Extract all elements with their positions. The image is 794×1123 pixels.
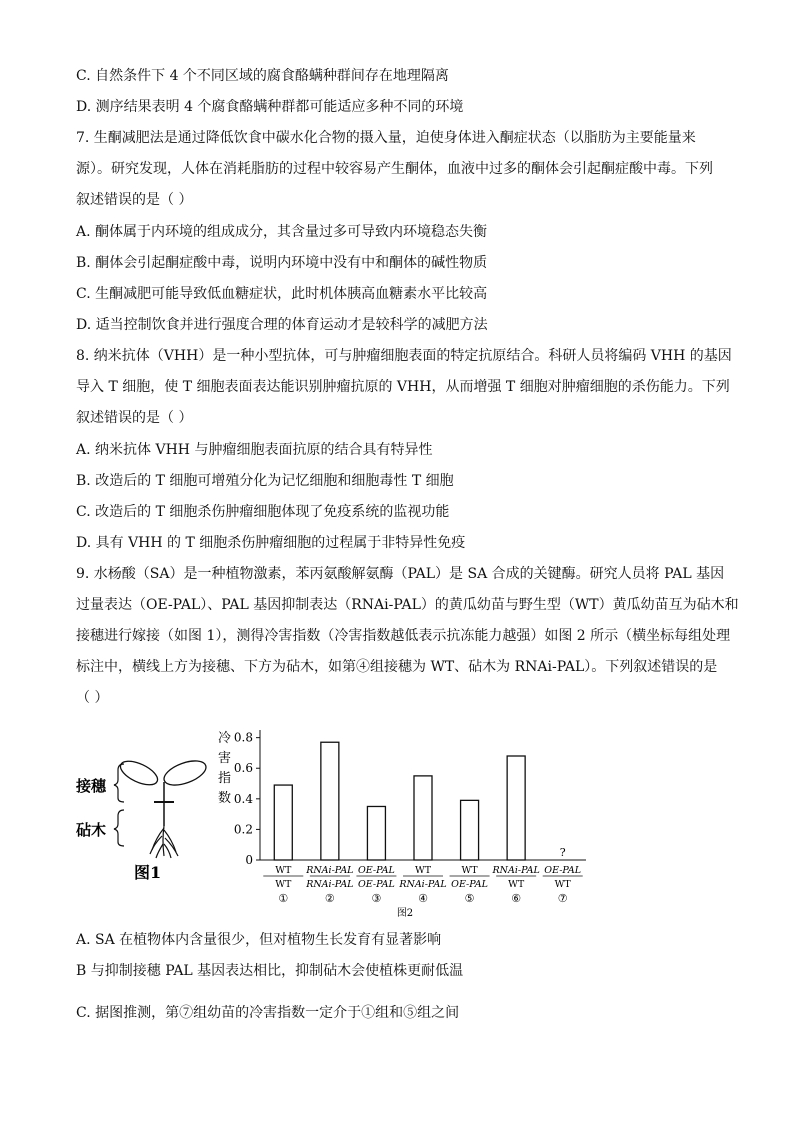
x-label-rootstock: WT [554,879,571,890]
y-tick-label: 0.8 [233,730,253,745]
x-label-scion: WT [414,865,432,876]
x-label-scion: WT [275,865,292,876]
q8-option-a: A. 纳米抗体 VHH 与肿瘤细胞表面抗原的结合具有特异性 [76,442,433,458]
figure-2-bar-chart [214,724,604,924]
roots [150,826,178,858]
x-label-group-number: ② [324,892,335,905]
q8-stem-line-2: 导入 T 细胞，使 T 细胞表面表达能识别肿瘤抗原的 VHH，从而增强 T 细胞对肿瘤细胞的杀伤能力。下列 [76,379,730,395]
x-label-group-number: ⑤ [464,892,475,905]
x-label-scion: OE-PAL [358,865,395,876]
q7-stem-line-1: 7. 生酮减肥法是通过降低饮食中碳水化合物的摄入量，迫使身体进入酮症状态（以脂肪为主要能量来 [76,130,696,146]
figure-1-grafting-diagram [72,740,222,890]
y-axis-label-char: 数 [218,791,232,806]
x-label-scion: OE-PAL [544,865,582,876]
q9-stem-line-3: 接穗进行嫁接（如图 1），测得冷害指数（冷害指数越低表示抗冻能力越强）如图 2 所示（横坐标每组处理 [76,628,731,644]
y-axis-label-char: 指 [218,771,232,786]
figure-1-caption: 图1 [134,863,162,882]
x-label-group-number: ⑥ [511,892,522,905]
q7-option-d: D. 适当控制饮食并进行强度合理的体育运动才是较科学的减肥方法 [76,317,488,333]
rootstock-brace [114,810,124,846]
x-label-group-number: ④ [418,892,428,905]
x-label-group-number: ③ [371,892,382,905]
bar-group-6 [507,756,525,860]
q8-option-d: D. 具有 VHH 的 T 细胞杀伤肿瘤细胞的过程属于非特异性免疫 [76,535,466,551]
x-label-group-number: ⑦ [557,892,568,905]
figure-2-caption: 图2 [396,908,414,919]
q9-option-b: B 与抑制接穗 PAL 基因表达相比，抑制砧木会使植株更耐低温 [76,963,464,979]
q6-option-c: C. 自然条件下 4 个不同区域的腐食酪螨种群间存在地理隔离 [76,68,449,84]
q9-stem-line-4: 标注中，横线上方为接穗、下方为砧木，如第④组接穗为 WT、砧木为 RNAi-PAL）。下列叙述错误的是 [76,659,718,675]
bar-group-3 [367,806,385,860]
bar-group-5 [461,800,479,860]
y-axis-label [218,730,231,806]
q9-option-c: C. 据图推测，第⑦组幼苗的冷害指数一定介于①组和⑤组之间 [76,1005,460,1021]
bar-group-1 [274,785,292,860]
bar-group-2 [321,742,339,860]
x-label-rootstock: OE-PAL [358,879,395,890]
bar-unknown-label: ? [559,846,566,859]
q6-option-d: D. 测序结果表明 4 个腐食酪螨种群都可能适应多种不同的环境 [76,99,464,115]
bar-group-4 [414,776,432,860]
q8-option-c: C. 改造后的 T 细胞杀伤肿瘤细胞体现了免疫系统的监视功能 [76,504,450,520]
y-axis-label-char: 害 [218,751,232,766]
q8-stem-line-3: 叙述错误的是（ ） [76,410,193,426]
q7-stem-line-2: 源）。研究发现，人体在消耗脂肪的过程中较容易产生酮体，血液中过多的酮体会引起酮症酸中毒。下列 [76,161,713,177]
q8-option-b: B. 改造后的 T 细胞可增殖分化为记忆细胞和细胞毒性 T 细胞 [76,473,454,489]
x-label-rootstock: WT [508,879,525,890]
x-label-rootstock: RNAi-PAL [399,879,447,890]
q8-stem-line-1: 8. 纳米抗体（VHH）是一种小型抗体，可与肿瘤细胞表面的特定抗原结合。科研人员将编码 VHH 的基因 [76,348,732,364]
q7-stem-line-3: 叙述错误的是（ ） [76,192,193,208]
q7-option-a: A. 酮体属于内环境的组成成分，其含量过多可导致内环境稳态失衡 [76,224,488,240]
q7-option-b: B. 酮体会引起酮症酸中毒，说明内环境中没有中和酮体的碱性物质 [76,255,488,271]
y-tick-label: 0.6 [233,761,253,776]
q7-option-c: C. 生酮减肥可能导致低血糖症状，此时机体胰高血糖素水平比较高 [76,286,488,302]
q9-stem-line-2: 过量表达（OE-PAL）、PAL 基因抑制表达（RNAi-PAL）的黄瓜幼苗与野生型（WT）黄瓜幼苗互为砧木和 [76,597,739,613]
scion-label: 接穗 [76,777,107,795]
x-label-rootstock: OE-PAL [451,879,488,890]
rootstock-label: 砧木 [76,821,107,839]
x-label-scion: RNAi-PAL [306,865,354,876]
x-label-group-number: ① [278,892,289,905]
x-label-scion: WT [461,865,478,876]
x-label-rootstock: RNAi-PAL [306,879,354,890]
seedling-left-leaf [117,756,161,789]
q9-option-a: A. SA 在植物体内含量很少，但对植物生长发育有显著影响 [76,932,442,948]
x-label-rootstock: WT [275,879,292,890]
q9-stem-line-5: （ ） [76,690,109,706]
y-tick-label: 0.2 [233,822,253,837]
x-label-scion: RNAi-PAL [492,865,540,876]
seedling-right-leaf [161,756,209,790]
y-tick-label: 0.4 [233,791,253,806]
y-axis-label-char: 冷 [218,731,232,746]
q9-stem-line-1: 9. 水杨酸（SA）是一种植物激素，苯丙氨酸解氨酶（PAL）是 SA 合成的关键酶。研究人员将 PAL 基因 [76,566,725,582]
y-tick-label: 0 [245,853,253,867]
